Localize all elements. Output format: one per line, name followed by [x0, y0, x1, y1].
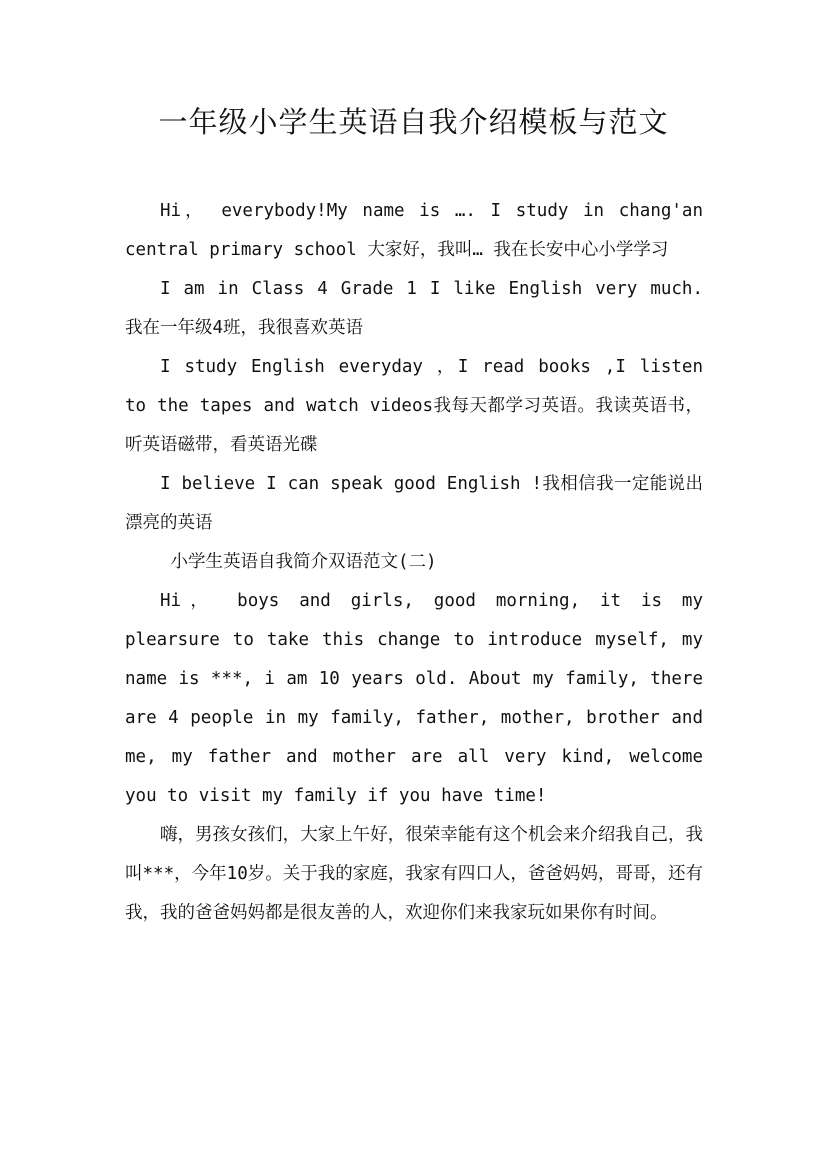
paragraph-believe: I believe I can speak good English !我相信我一定能说出漂亮的英语	[125, 474, 703, 533]
paragraph-chinese-intro: 嗨，男孩女孩们，大家上午好，很荣幸能有这个机会来介绍我自己，我叫***，今年10岁。关于我的家庭，我家有四口人，爸爸妈妈，哥哥，还有我，我的爸爸妈妈都是很友善的人，欢迎你们来我家玩如果你有时间。	[125, 825, 703, 923]
document-body	[125, 192, 703, 933]
paragraph-greeting: Hi， everybody!My name is …. I study in chang'an central primary school 大家好，我叫… 我在长安中心小学学习	[125, 201, 703, 260]
paragraph-study: I study English everyday ，I read books ,I listen to the tapes and watch videos我每天都学习英语。我读英语书，听英语磁带，看英语光碟	[125, 357, 703, 455]
document-title: 一年级小学生英语自我介绍模板与范文	[158, 105, 669, 139]
paragraph-english-intro: Hi， boys and girls, good morning, it is my plearsure to take this change to introduce myself, my name is ***, i am 10 years old. About my family, there are 4 people in my family, father, mother, brother and me, my father and mother are all very kind, welcome you to visit my family if you have time!	[125, 591, 703, 806]
paragraph-class: I am in Class 4 Grade 1 I like English very much. 我在一年级4班，我很喜欢英语	[125, 279, 703, 338]
section-subheading: 小学生英语自我简介双语范文(二)	[170, 552, 437, 572]
